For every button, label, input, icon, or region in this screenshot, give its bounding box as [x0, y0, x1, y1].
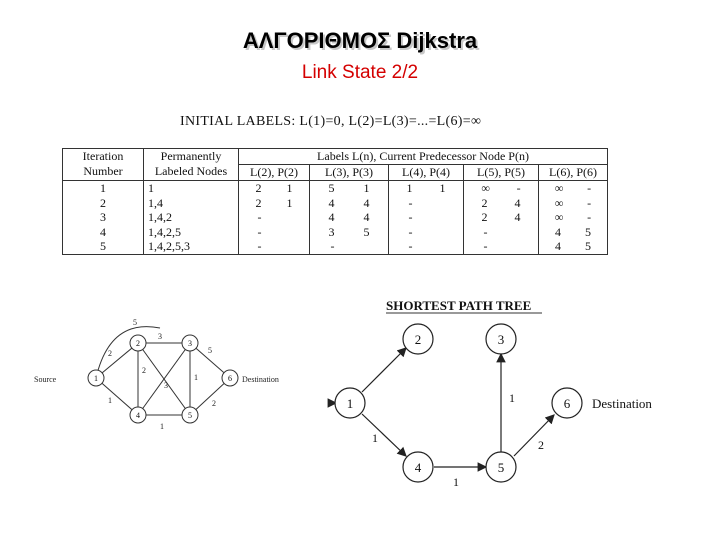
- predecessor-value: 5: [363, 224, 370, 239]
- label-pred-cell: [464, 196, 539, 211]
- labeled-nodes-cell: 1,4: [144, 196, 239, 211]
- predecessor-value: 1: [286, 195, 293, 210]
- predecessor-value: 1: [286, 181, 293, 195]
- tree-edge-1-4: [362, 414, 406, 456]
- destination-label: Destination: [242, 375, 279, 384]
- table-row: [63, 239, 608, 254]
- labeled-nodes-cell: 1,4,2,5,3: [144, 239, 239, 254]
- label-value: -: [408, 210, 413, 224]
- predecessor-value: 4: [363, 195, 370, 210]
- tree-destination-label: Destination: [592, 396, 652, 411]
- labeled-nodes-cell: 1,4,2: [144, 210, 239, 225]
- label-pred-cell: [310, 210, 389, 225]
- label-value: -: [257, 239, 262, 253]
- predecessor-value: -: [587, 181, 592, 195]
- label-pred-cell: [239, 225, 310, 240]
- tree-weight-label: 1: [509, 391, 515, 405]
- weight-label: 2: [212, 399, 216, 408]
- header-permanent: Permanently Labeled Nodes: [144, 149, 239, 181]
- dijkstra-iteration-table: [62, 148, 608, 255]
- label-value: ∞: [554, 195, 564, 210]
- label-value: 4: [555, 224, 561, 239]
- weight-label: 2: [108, 349, 112, 358]
- header-col-6: L(6), P(6): [539, 165, 608, 181]
- iteration-cell: 2: [63, 196, 144, 211]
- shortest-path-tree: [320, 290, 670, 500]
- label-value: -: [257, 224, 262, 239]
- tree-title: SHORTEST PATH TREE: [386, 298, 532, 313]
- initial-labels: INITIAL LABELS: L(1)=0, L(2)=L(3)=...=L(6)=∞: [180, 114, 482, 129]
- slide-title: ΑΛΓΟΡΙΘΜΟΣ Dijkstra: [242, 28, 478, 53]
- label-value: ∞: [554, 181, 564, 195]
- slide-subtitle: Link State 2/2: [301, 62, 419, 83]
- table-body: [63, 181, 608, 255]
- label-value: -: [483, 224, 488, 239]
- tree-node-label: 1: [346, 396, 354, 411]
- tree-node-label: 4: [414, 460, 422, 475]
- label-value: 3: [328, 224, 335, 239]
- header-col-5: L(5), P(5): [464, 165, 539, 181]
- weight-label: 1: [160, 422, 164, 431]
- label-value: 1: [406, 181, 413, 195]
- label-pred-cell: [310, 225, 389, 240]
- predecessor-value: 4: [514, 195, 521, 210]
- iteration-cell: 3: [63, 210, 144, 225]
- label-pred-cell: [539, 225, 608, 240]
- iteration-cell: 4: [63, 225, 144, 240]
- node-label: 1: [94, 374, 98, 383]
- label-pred-cell: [389, 181, 464, 196]
- label-pred-cell: [239, 239, 310, 254]
- label-pred-cell: [464, 210, 539, 225]
- label-value: ∞: [481, 181, 490, 195]
- label-pred-cell: [464, 181, 539, 196]
- node-label: 3: [188, 339, 192, 348]
- labeled-nodes-cell: 1,4,2,5: [144, 225, 239, 240]
- label-value: 4: [328, 210, 335, 224]
- iteration-cell: 5: [63, 239, 144, 254]
- tree-edge-1-2: [362, 348, 406, 392]
- header-col-2: L(2), P(2): [239, 165, 310, 181]
- label-value: 2: [255, 195, 262, 210]
- iteration-cell: 1: [63, 181, 144, 196]
- label-value: -: [408, 195, 413, 210]
- header-iteration: Iteration Number: [63, 149, 144, 181]
- label-value: 4: [555, 239, 561, 253]
- label-pred-cell: [239, 181, 310, 196]
- label-pred-cell: [464, 239, 539, 254]
- header-col-4: L(4), P(4): [389, 165, 464, 181]
- label-value: -: [408, 239, 413, 253]
- table-row: [63, 210, 608, 225]
- table-row: [63, 225, 608, 240]
- node-label: 4: [136, 411, 140, 420]
- label-value: -: [408, 224, 413, 239]
- table-row: [63, 181, 608, 196]
- label-value: -: [330, 239, 335, 253]
- labeled-nodes-cell: 1: [144, 181, 239, 196]
- weight-label: 1: [108, 396, 112, 405]
- header-col-3: L(3), P(3): [310, 165, 389, 181]
- label-pred-cell: [389, 225, 464, 240]
- label-pred-cell: [239, 196, 310, 211]
- weight-label: 2: [142, 366, 146, 375]
- label-value: 2: [481, 210, 488, 224]
- tree-node-label: 5: [497, 460, 505, 475]
- network-graph: [30, 308, 300, 438]
- label-pred-cell: [310, 239, 389, 254]
- label-pred-cell: [239, 210, 310, 225]
- tree-node-label: 3: [497, 332, 505, 347]
- node-label: 6: [228, 374, 232, 383]
- label-pred-cell: [539, 181, 608, 196]
- tree-node-label: 6: [563, 396, 571, 411]
- tree-weight-label: 1: [372, 431, 378, 445]
- tree-node-label: 2: [414, 332, 422, 347]
- label-pred-cell: [464, 225, 539, 240]
- table-row: [63, 196, 608, 211]
- predecessor-value: 1: [439, 181, 446, 195]
- predecessor-value: -: [587, 210, 592, 224]
- label-pred-cell: [539, 239, 608, 254]
- label-value: 5: [328, 181, 335, 195]
- source-label: Source: [34, 375, 57, 384]
- tree-weight-label: 1: [453, 475, 459, 489]
- label-pred-cell: [539, 196, 608, 211]
- label-pred-cell: [389, 239, 464, 254]
- predecessor-value: 5: [585, 239, 591, 253]
- label-pred-cell: [310, 181, 389, 196]
- node-label: 2: [136, 339, 140, 348]
- header-labels-group: Labels L(n), Current Predecessor Node P(n): [239, 149, 608, 165]
- label-pred-cell: [539, 210, 608, 225]
- tree-edge-5-6: [514, 415, 554, 456]
- weight-label: 5: [133, 318, 137, 327]
- label-value: 4: [328, 195, 335, 210]
- weight-label: 5: [208, 346, 212, 355]
- weight-label: 3: [158, 332, 162, 341]
- predecessor-value: 1: [363, 181, 370, 195]
- label-value: -: [257, 210, 262, 224]
- label-pred-cell: [310, 196, 389, 211]
- predecessor-value: 4: [363, 210, 370, 224]
- tree-weight-label: 2: [538, 438, 544, 452]
- predecessor-value: 5: [585, 224, 591, 239]
- weight-label: 3: [164, 381, 168, 390]
- predecessor-value: 4: [514, 210, 521, 224]
- label-pred-cell: [389, 210, 464, 225]
- predecessor-value: -: [516, 181, 521, 195]
- label-value: 2: [255, 181, 262, 195]
- label-value: ∞: [554, 210, 564, 224]
- label-value: 2: [481, 195, 488, 210]
- predecessor-value: -: [587, 195, 592, 210]
- label-value: -: [483, 239, 488, 253]
- node-label: 5: [188, 411, 192, 420]
- weight-label: 1: [194, 373, 198, 382]
- label-pred-cell: [389, 196, 464, 211]
